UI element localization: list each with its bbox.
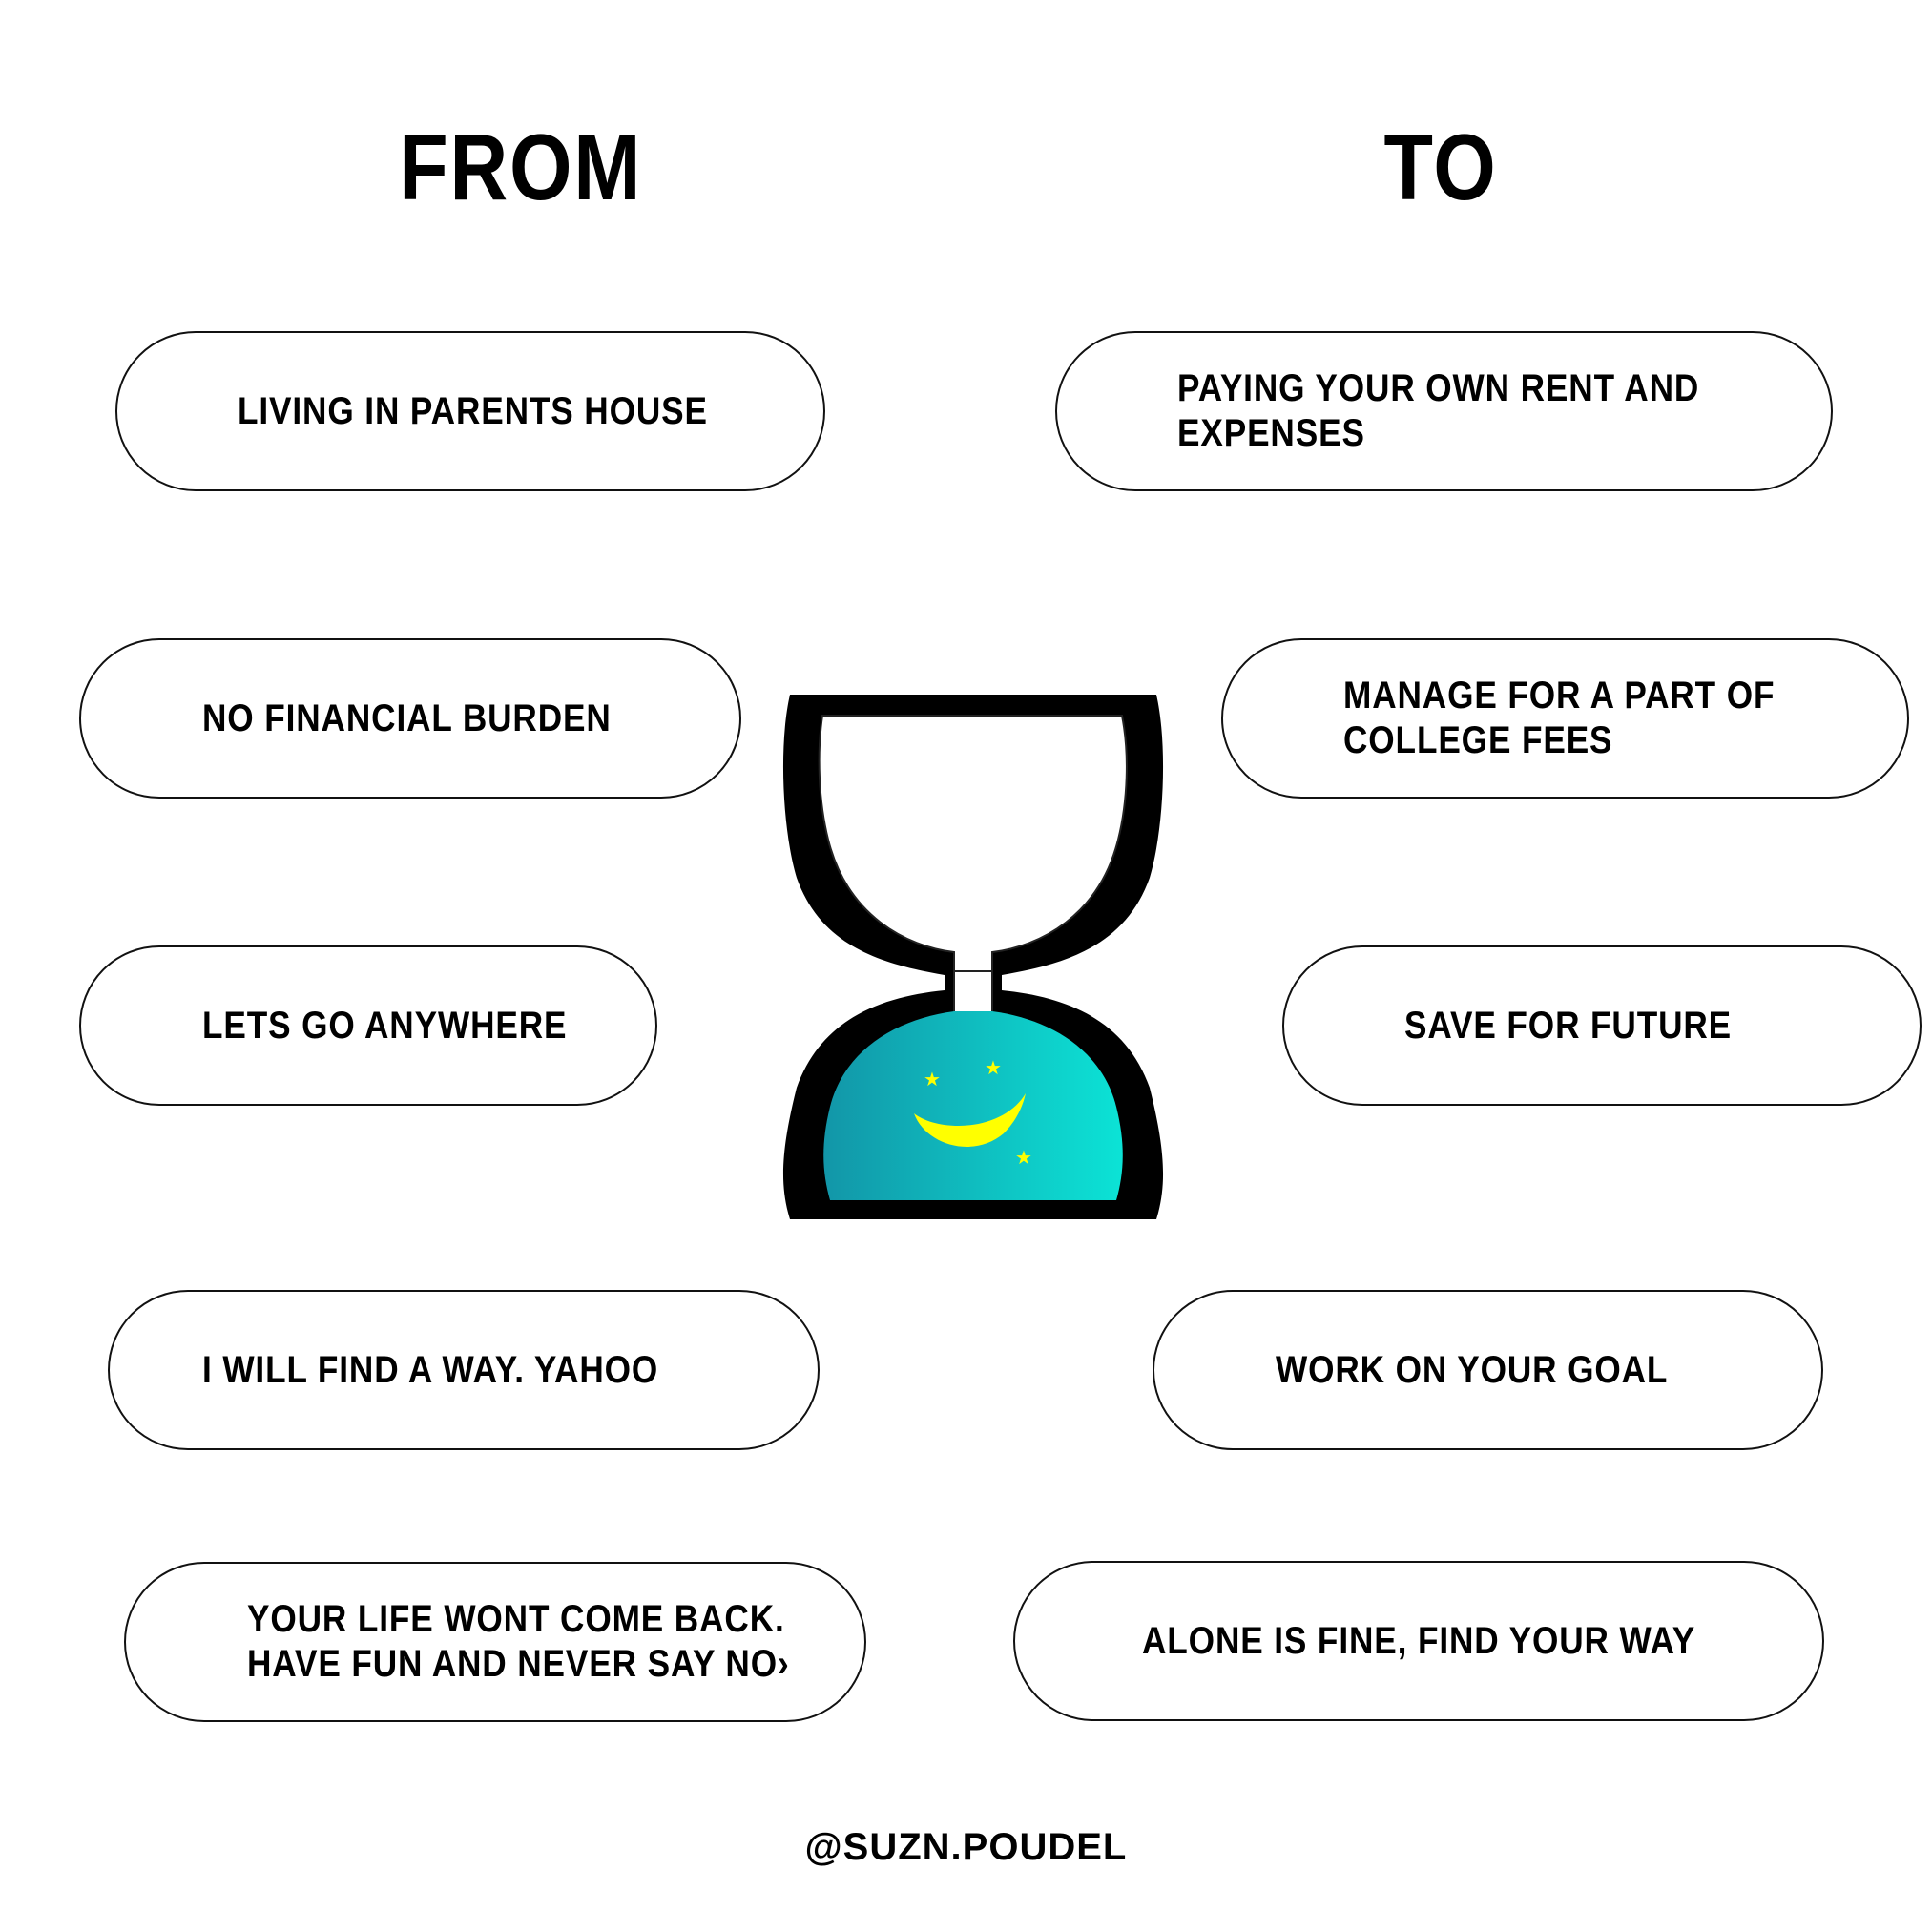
to-item-4 bbox=[1153, 1290, 1823, 1450]
to-item-3 bbox=[1282, 945, 1922, 1106]
from-item-1-line-1: LIVING IN PARENTS HOUSE bbox=[238, 389, 708, 432]
hourglass-neck bbox=[954, 971, 992, 1013]
star-icon: ★ bbox=[985, 1056, 1002, 1079]
to-item-1-line-1: PAYING YOUR OWN RENT AND bbox=[1177, 367, 1700, 409]
from-item-3 bbox=[79, 945, 657, 1106]
hourglass-icon bbox=[782, 687, 1164, 1231]
to-item-2 bbox=[1221, 638, 1909, 799]
to-item-1 bbox=[1055, 331, 1833, 491]
from-heading: FROM bbox=[399, 114, 643, 219]
from-item-5-line-1: YOUR LIFE WONT COME BACK. bbox=[247, 1598, 785, 1640]
from-item-1 bbox=[115, 331, 825, 491]
from-item-4-line-1: I WILL FIND A WAY. YAHOO bbox=[202, 1348, 659, 1391]
to-item-5 bbox=[1013, 1561, 1824, 1721]
to-item-1-line-2: EXPENSES bbox=[1177, 412, 1365, 454]
from-item-3-line-1: LETS GO ANYWHERE bbox=[202, 1004, 568, 1047]
to-heading: TO bbox=[1383, 114, 1498, 219]
to-item-2-line-1: MANAGE FOR A PART OF bbox=[1343, 675, 1776, 717]
to-item-4-line-1: WORK ON YOUR GOAL bbox=[1276, 1348, 1669, 1391]
star-icon: ★ bbox=[924, 1068, 941, 1091]
to-item-5-line-1: ALONE IS FINE, FIND YOUR WAY bbox=[1142, 1619, 1696, 1662]
star-icon: ★ bbox=[1015, 1146, 1032, 1169]
from-item-2-line-1: NO FINANCIAL BURDEN bbox=[202, 696, 612, 739]
to-item-2-line-2: COLLEGE FEES bbox=[1343, 719, 1613, 761]
from-item-5-line-2: HAVE FUN AND NEVER SAY NO› bbox=[247, 1643, 790, 1685]
to-item-3-line-1: SAVE FOR FUTURE bbox=[1404, 1004, 1733, 1047]
from-item-4 bbox=[108, 1290, 820, 1450]
from-item-5 bbox=[124, 1562, 866, 1722]
author-handle: @SUZN.POUDEL bbox=[804, 1826, 1128, 1868]
from-item-2 bbox=[79, 638, 741, 799]
